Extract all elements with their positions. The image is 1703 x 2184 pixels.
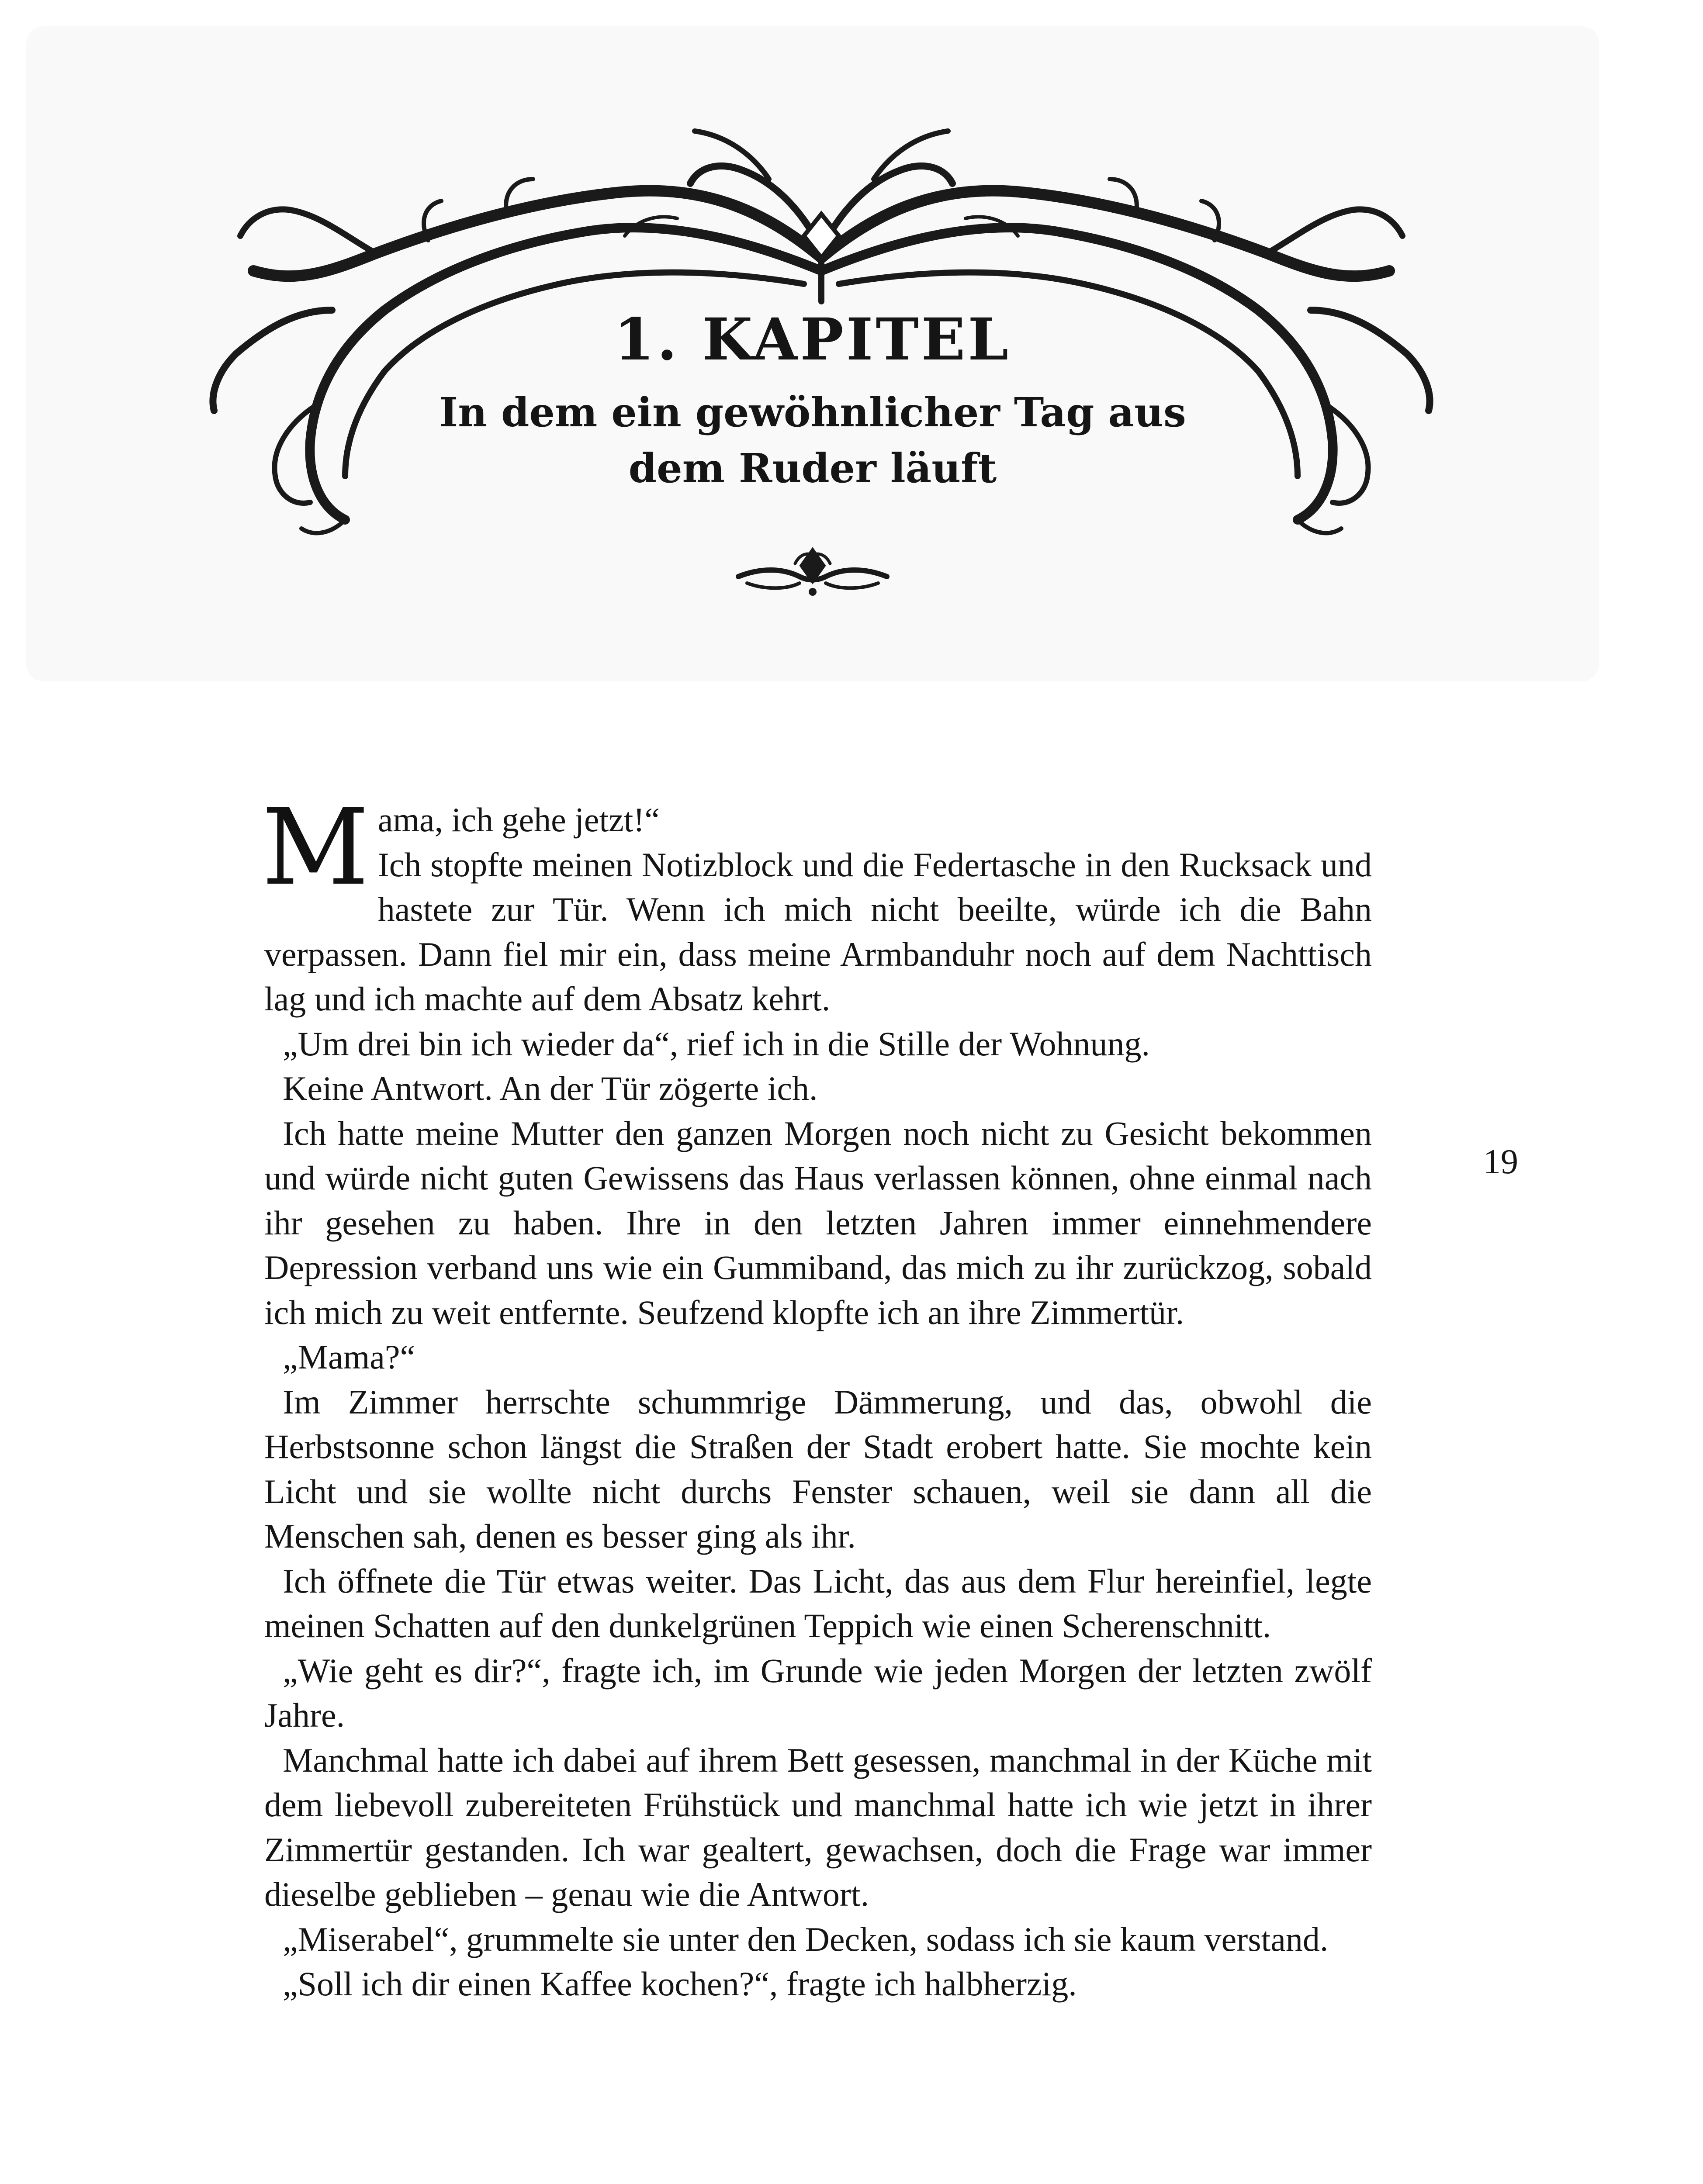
chapter-subtitle-line: In dem ein gewöhnlicher Tag aus (439, 389, 1186, 436)
paragraph: Ich hatte meine Mutter den ganzen Morgen noch nicht zu Gesicht bekommen und würde nicht guten Gewissens das Haus verlassen können, ohne einmal nach ihr gesehen zu haben. Ihre in den letzten Jahren immer einnehmendere Depression verband uns wie ein Gummiband, das mich zu ihr zurückzog, sobald ich mich zu weit entfernte. Seufzend klopfte ich an ihre Zimmertür. (264, 1114, 1372, 1331)
paragraph: Manchmal hatte ich dabei auf ihrem Bett gesessen, manchmal in der Küche mit dem liebevoll zubereiteten Frühstück und manchmal hatte ich wie jetzt in ihrer Zimmertür gestanden. Ich war gealtert, gewachsen, doch die Frage war immer dieselbe geblieben – genau wie die Antwort. (264, 1741, 1372, 1913)
paragraph: „Wie geht es dir?“, fragte ich, im Grunde wie jeden Morgen der letzten zwölf Jahre. (264, 1651, 1372, 1734)
drop-cap: M (262, 786, 369, 909)
paragraph: „Mama?“ (283, 1338, 415, 1376)
paragraph: Ich öffnete die Tür etwas weiter. Das Licht, das aus dem Flur hereinfiel, legte meinen Schatten auf den dunkelgrünen Teppich wie einen Scherenschnitt. (264, 1562, 1372, 1645)
chapter-title: 1. KAPITEL (614, 306, 1011, 373)
paragraph: „Um drei bin ich wieder da“, rief ich in die Stille der Wohnung. (283, 1024, 1150, 1063)
paragraph: Im Zimmer herrschte schummrige Dämmerung, und das, obwohl die Herbstsonne schon längst die Straßen der Stadt erobert hatte. Sie mochte kein Licht und sie wollte nicht durchs Fenster schauen, weil sie dann all die Menschen sah, denen es besser ging als ihr. (264, 1382, 1372, 1555)
paragraph: „Soll ich dir einen Kaffee kochen?“, fragte ich halbherzig. (283, 1965, 1077, 2003)
paragraph (262, 786, 1372, 909)
paragraph: Keine Antwort. An der Tür zögerte ich. (283, 1069, 818, 1107)
chapter-subtitle (350, 384, 1276, 496)
chapter-body-text (262, 786, 1372, 2007)
page-number: 19 (1483, 1143, 1518, 1181)
chapter-subtitle-line: dem Ruder läuft (628, 445, 997, 492)
paragraph: „Miserabel“, grummelte sie unter den Decken, sodass ich sie kaum verstand. (283, 1920, 1329, 1958)
paragraph: Ich stopfte meinen Notizblock und die Federtasche in den Rucksack und hastete zur Tür. Wenn ich mich nicht beeilte, würde ich die Bahn verpassen. Dann fiel mir ein, dass meine Armbanduhr noch auf dem Nachttisch lag und ich machte auf dem Absatz kehrt. (264, 845, 1372, 1018)
paragraph-text: ama, ich gehe jetzt!“ (377, 801, 660, 839)
fleuron-divider-icon (730, 542, 896, 603)
